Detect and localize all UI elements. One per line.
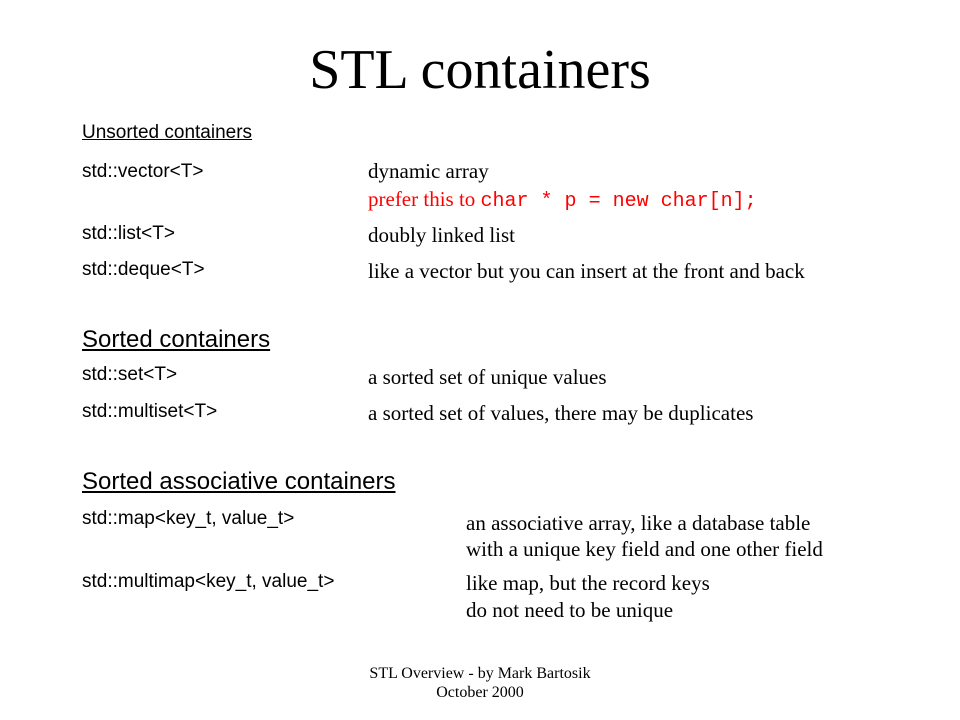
item-list-name: std::list<T> [82, 223, 175, 244]
slide-footer [0, 664, 960, 702]
item-vector-note-code: char * p = new char[n]; [480, 190, 757, 213]
slide-title: STL containers [309, 39, 651, 101]
item-multiset-name: std::multiset<T> [82, 401, 218, 422]
item-map-name: std::map<key_t, value_t> [82, 508, 295, 529]
section-heading-unsorted: Unsorted containers [82, 122, 253, 143]
section-heading-associative: Sorted associative containers [82, 468, 396, 495]
item-multimap-name: std::multimap<key_t, value_t> [82, 571, 335, 592]
item-multimap-desc-line2: do not need to be unique [466, 598, 674, 622]
item-set-desc: a sorted set of unique values [368, 365, 607, 389]
item-set-name: std::set<T> [82, 364, 178, 385]
item-map-desc: an associative array, like a database table [466, 511, 811, 535]
item-map-desc-line2: with a unique key field and one other field [466, 537, 823, 561]
item-vector-desc: dynamic array [368, 159, 489, 183]
item-deque-desc: like a vector but you can insert at the front and back [368, 259, 805, 283]
footer-author: STL Overview - by Mark Bartosik [369, 665, 591, 682]
item-list-desc: doubly linked list [368, 223, 515, 247]
footer-date: October 2000 [436, 684, 524, 701]
item-multimap-desc: like map, but the record keys [466, 571, 710, 595]
item-deque-name: std::deque<T> [82, 259, 205, 280]
item-multiset-desc: a sorted set of values, there may be duplicates [368, 401, 754, 425]
item-vector-note [368, 186, 757, 215]
section-heading-sorted: Sorted containers [82, 326, 271, 353]
item-vector-name: std::vector<T> [82, 161, 204, 182]
item-vector-note-prefix: prefer this to [368, 187, 481, 211]
